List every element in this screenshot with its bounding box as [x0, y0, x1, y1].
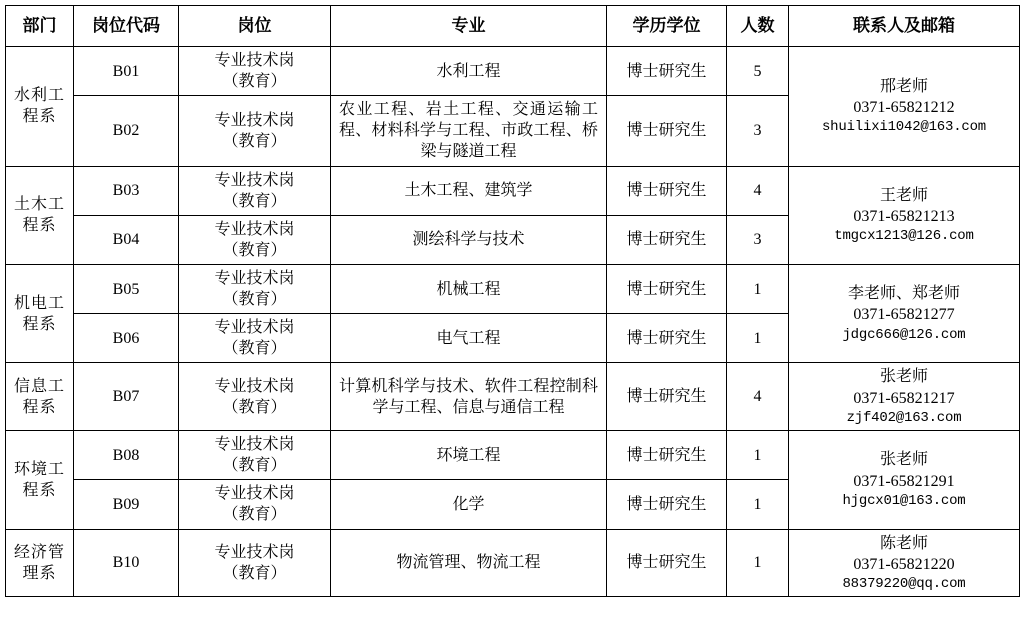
cell-contact: [789, 264, 1020, 362]
cell-education: 博士研究生: [607, 264, 727, 313]
contact-name: 李老师、郑老师: [847, 285, 960, 303]
cell-department: 水利工程系: [6, 47, 74, 167]
cell-department: 机电工程系: [6, 264, 74, 362]
cell-post: [179, 314, 331, 363]
cell-post-code: B03: [74, 166, 179, 215]
cell-post-code: B06: [74, 314, 179, 363]
cell-department: 土木工程系: [6, 166, 74, 264]
document-sheet: [5, 5, 1019, 597]
cell-contact: [789, 529, 1020, 597]
cell-contact: [789, 431, 1020, 529]
contact-name: 邢老师: [879, 77, 928, 95]
post-name: 专业技术岗: [214, 111, 295, 129]
post-name: 专业技术岗: [214, 543, 295, 561]
cell-post-code: B07: [74, 363, 179, 431]
cell-education: 博士研究生: [607, 47, 727, 96]
post-category: （教育）: [222, 457, 287, 475]
cell-count: 3: [727, 215, 789, 264]
contact-email: tmgcx1213@126.com: [834, 228, 974, 245]
post-name: 专业技术岗: [214, 269, 295, 287]
contact-name: 张老师: [879, 451, 928, 469]
contact-phone: 0371-65821213: [853, 208, 955, 226]
post-category: （教育）: [222, 398, 287, 416]
cell-major: 机械工程: [331, 264, 607, 313]
cell-education: 博士研究生: [607, 96, 727, 166]
post-category: （教育）: [222, 291, 287, 309]
cell-contact: [789, 166, 1020, 264]
cell-major: 水利工程: [331, 47, 607, 96]
post-category: （教育）: [222, 506, 287, 524]
cell-post-code: B09: [74, 480, 179, 529]
cell-major: 物流管理、物流工程: [331, 529, 607, 597]
cell-major: 测绘科学与技术: [331, 215, 607, 264]
contact-phone: 0371-65821277: [853, 306, 955, 324]
table-row: [6, 47, 1020, 96]
cell-education: 博士研究生: [607, 363, 727, 431]
cell-count: 1: [727, 529, 789, 597]
post-category: （教育）: [222, 132, 287, 150]
cell-count: 1: [727, 480, 789, 529]
cell-post: [179, 96, 331, 166]
cell-post-code: B01: [74, 47, 179, 96]
contact-phone: 0371-65821212: [853, 99, 955, 117]
cell-post: [179, 47, 331, 96]
table-header-row: [6, 6, 1020, 47]
contact-email: shuilixi1042@163.com: [821, 119, 987, 136]
cell-education: 博士研究生: [607, 529, 727, 597]
column-header-department: 部门: [6, 6, 74, 47]
column-header-count: 人数: [727, 6, 789, 47]
cell-department: 环境工程系: [6, 431, 74, 529]
cell-education: 博士研究生: [607, 431, 727, 480]
post-name: 专业技术岗: [214, 319, 295, 337]
table-row: [6, 529, 1020, 597]
contact-phone: 0371-65821217: [853, 389, 955, 407]
cell-department: 经济管理系: [6, 529, 74, 597]
cell-post: [179, 529, 331, 597]
table-row: [6, 264, 1020, 313]
cell-count: 1: [727, 264, 789, 313]
contact-phone: 0371-65821220: [853, 555, 955, 573]
cell-department: 信息工程系: [6, 363, 74, 431]
cell-post: [179, 166, 331, 215]
cell-contact: [789, 47, 1020, 167]
cell-post-code: B08: [74, 431, 179, 480]
cell-count: 4: [727, 166, 789, 215]
contact-email: hjgcx01@163.com: [842, 492, 966, 509]
table-header: [6, 6, 1020, 47]
cell-count: 5: [727, 47, 789, 96]
post-name: 专业技术岗: [214, 52, 295, 69]
column-header-education: 学历学位: [607, 6, 727, 47]
contact-name: 王老师: [879, 186, 928, 204]
cell-major: 计算机科学与技术、软件工程控制科学与工程、信息与通信工程: [331, 363, 607, 431]
column-header-major: 专业: [331, 6, 607, 47]
table-row: [6, 166, 1020, 215]
contact-name: 张老师: [879, 368, 928, 386]
contact-email: jdgc666@126.com: [842, 326, 966, 343]
column-header-contact: 联系人及邮箱: [789, 6, 1020, 47]
cell-post-code: B05: [74, 264, 179, 313]
cell-major: 土木工程、建筑学: [331, 166, 607, 215]
cell-count: 1: [727, 314, 789, 363]
contact-phone: 0371-65821291: [853, 472, 955, 490]
cell-education: 博士研究生: [607, 166, 727, 215]
post-name: 专业技术岗: [214, 220, 295, 238]
contact-email: zjf402@163.com: [846, 409, 962, 426]
contact-name: 陈老师: [879, 534, 928, 552]
contact-email: 88379220@qq.com: [842, 575, 966, 592]
cell-contact: [789, 363, 1020, 431]
table-body: [6, 47, 1020, 597]
post-category: （教育）: [222, 340, 287, 358]
column-header-post: 岗位: [179, 6, 331, 47]
post-name: 专业技术岗: [214, 436, 295, 454]
table-row: [6, 431, 1020, 480]
cell-post: [179, 215, 331, 264]
post-category: （教育）: [222, 241, 287, 259]
cell-post-code: B10: [74, 529, 179, 597]
cell-post: [179, 264, 331, 313]
post-name: 专业技术岗: [214, 377, 295, 395]
cell-education: 博士研究生: [607, 215, 727, 264]
post-category: （教育）: [222, 564, 287, 582]
table-row: [6, 363, 1020, 431]
post-category: （教育）: [222, 192, 287, 210]
cell-post-code: B02: [74, 96, 179, 166]
cell-major: 化学: [331, 480, 607, 529]
cell-post: [179, 431, 331, 480]
cell-count: 4: [727, 363, 789, 431]
cell-major: 农业工程、岩土工程、交通运输工程、材料科学与工程、市政工程、桥梁与隧道工程: [331, 96, 607, 166]
cell-post-code: B04: [74, 215, 179, 264]
post-name: 专业技术岗: [214, 171, 295, 189]
column-header-post-code: 岗位代码: [74, 6, 179, 47]
job-recruitment-table: [5, 5, 1020, 597]
cell-education: 博士研究生: [607, 480, 727, 529]
cell-major: 电气工程: [331, 314, 607, 363]
cell-education: 博士研究生: [607, 314, 727, 363]
post-category: （教育）: [222, 73, 287, 91]
cell-count: 3: [727, 96, 789, 166]
post-name: 专业技术岗: [214, 485, 295, 503]
cell-major: 环境工程: [331, 431, 607, 480]
cell-post: [179, 363, 331, 431]
cell-count: 1: [727, 431, 789, 480]
cell-post: [179, 480, 331, 529]
